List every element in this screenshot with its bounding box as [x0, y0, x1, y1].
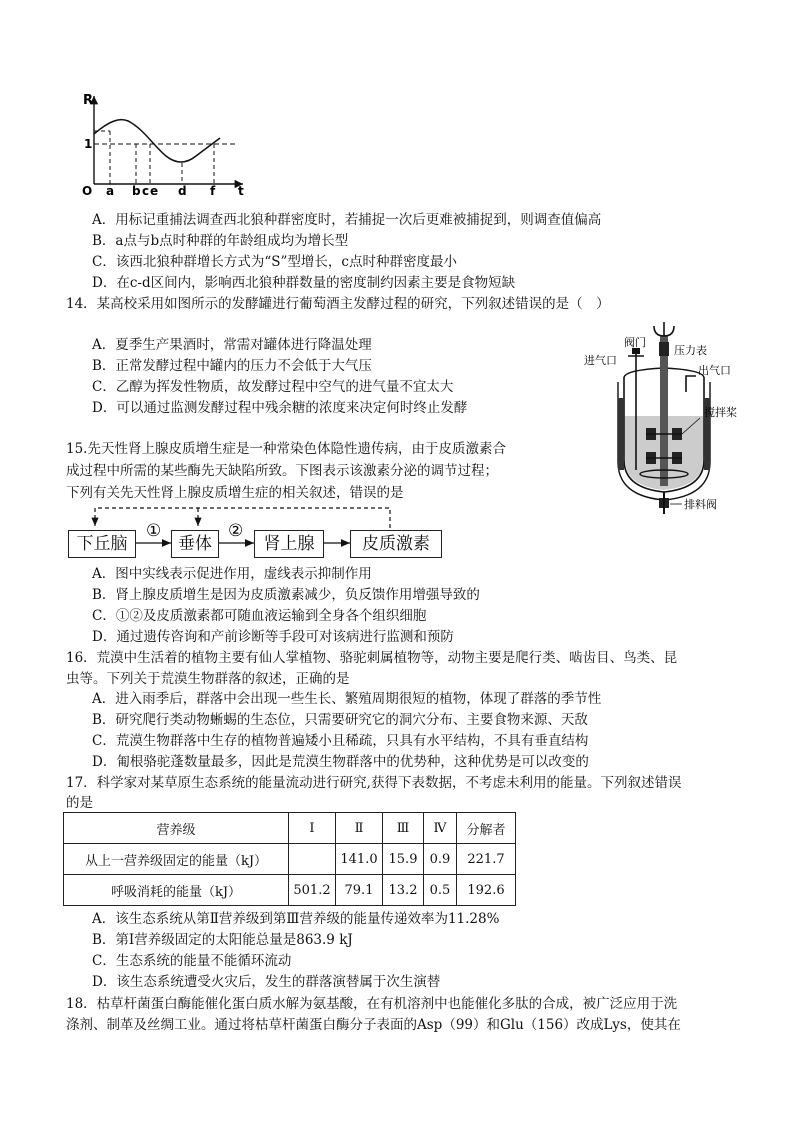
flow-corticosteroid: 皮质激素	[350, 530, 442, 558]
table-cell: 141.0	[336, 844, 383, 875]
table-cell: 0.5	[424, 875, 457, 906]
q17-stem-line-2: 的是	[66, 795, 93, 811]
table-cell: 501.2	[289, 875, 336, 906]
x-axis-label: t	[238, 184, 244, 198]
jacket-left	[618, 398, 624, 470]
table-header-cell: Ⅲ	[383, 813, 424, 844]
label-stirrer: 搅拌桨	[704, 406, 737, 419]
q15-option-a: A．图中实线表示促进作用，虚线表示抑制作用	[92, 566, 372, 582]
x-tick-f: f	[210, 184, 216, 198]
q15-stem-line-2: 成过程中所需的某些酶先天缺陷所致。下图表示该激素分泌的调节过程；	[66, 463, 498, 479]
q17-option-c: C．生态系统的能量不能循环流动	[92, 953, 292, 969]
table-header-cell: 营养级	[64, 813, 289, 844]
q16-option-c: C．荒漠生物群落中生存的植物普遍矮小且稀疏，只具有水平结构，不具有垂直结构	[92, 733, 589, 749]
q16-option-b: B．研究爬行类动物蜥蜴的生态位，只需要研究它的洞穴分布、主要食物来源、天敌	[92, 712, 588, 728]
q16-option-d: D．匍根骆驼蓬数量最多，因此是荒漠生物群落中的优势种，这种优势是可以改变的	[92, 754, 589, 770]
motor-fork	[654, 322, 674, 336]
q17-option-a: A．该生态系统从第Ⅱ营养级到第Ⅲ营养级的能量传递效率为11.28%	[92, 911, 500, 927]
label-valve: 阀门	[624, 336, 646, 349]
q16-option-a: A．进入雨季后，群落中会出现一些生长、繁殖周期很短的植物，体现了群落的季节性	[92, 691, 602, 707]
energy-table	[63, 812, 516, 906]
x-tick-c: c	[142, 184, 150, 198]
table-cell: 0.9	[424, 844, 457, 875]
flow-pituitary: 垂体	[171, 530, 219, 558]
q17-stem-line-1: 17．科学家对某草原生态系统的能量流动进行研究,获得下表数据，不考虑未利用的能量。下列叙述错误	[66, 775, 682, 791]
q18-stem-line-1: 18．枯草杆菌蛋白酶能催化蛋白质水解为氨基酸，在有机溶剂中也能催化多肽的合成，被广泛应用于洗	[66, 996, 678, 1012]
q13-option-d: D．在c-d区间内，影响西北狼种群数量的密度制约因素主要是食物短缺	[92, 275, 516, 291]
q14-option-a: A．夏季生产果酒时，常需对罐体进行降温处理	[92, 337, 372, 353]
table-header-cell: Ⅱ	[336, 813, 383, 844]
pressure-gauge	[659, 342, 669, 356]
table-cell: 221.7	[457, 844, 516, 875]
label-drain: 排料阀	[684, 498, 717, 511]
table-cell: 从上一营养级固定的能量（kJ）	[64, 844, 289, 875]
x-tick-a: a	[106, 184, 115, 198]
y-tick-1: 1	[84, 137, 93, 151]
q15-option-c: C．①②及皮质激素都可随血液运输到全身各个组织细胞	[92, 608, 427, 624]
q16-stem-line-1: 16．荒漠中生活着的植物主要有仙人掌植物、骆驼刺属植物等，动物主要是爬行类、啮齿目、鸟类、昆	[66, 650, 678, 666]
x-tick-e: e	[150, 184, 159, 198]
stirrer-shaft	[660, 336, 668, 486]
flow-adrenal: 肾上腺	[254, 530, 324, 558]
q15-stem-line-3: 下列有关先天性肾上腺皮质增生症的相关叙述，错误的是	[66, 485, 404, 501]
q17-option-d: D．该生态系统遭受火灾后，发生的群落演替属于次生演替	[92, 974, 441, 990]
q13-option-b: B．a点与b点时种群的年龄组成均为增长型	[92, 233, 349, 249]
table-header-cell: 分解者	[457, 813, 516, 844]
q13-option-a: A．用标记重捕法调查西北狼种群密度时，若捕捉一次后更难被捕捉到，则调查值偏高	[92, 212, 602, 228]
label-outlet: 出气口	[698, 364, 731, 377]
table-cell: 192.6	[457, 875, 516, 906]
table-row	[64, 875, 516, 906]
table-cell: 15.9	[383, 844, 424, 875]
label-inlet: 进气口	[584, 354, 617, 367]
q14-option-b: B．正常发酵过程中罐内的压力不会低于大气压	[92, 358, 372, 374]
table-cell: 79.1	[336, 875, 383, 906]
table-row	[64, 844, 516, 875]
q14-option-d: D．可以通过监测发酵过程中残余糖的浓度来决定何时终止发酵	[92, 400, 468, 416]
q16-stem-line-2: 虫等。下列关于荒漠生物群落的叙述，正确的是	[66, 671, 350, 687]
population-ratio-graph	[78, 88, 258, 198]
q15-option-d: D．通过遗传咨询和产前诊断等手段可对该病进行监测和预防	[92, 629, 454, 645]
q14-stem: 14．某高校采用如图所示的发酵罐进行葡萄酒主发酵过程的研究，下列叙述错误的是（ ）	[66, 296, 610, 312]
ratio-curve	[94, 120, 220, 162]
table-header-cell: Ⅰ	[289, 813, 336, 844]
y-axis-label: R	[83, 93, 94, 108]
x-tick-d: d	[178, 184, 187, 198]
q13-option-c: C．该西北狼种群增长方式为“S”型增长，c点时种群密度最小	[92, 254, 457, 270]
flow-hypothalamus: 下丘脑	[68, 530, 136, 558]
table-cell	[289, 844, 336, 875]
x-tick-b: b	[132, 184, 141, 198]
label-gauge: 压力表	[674, 344, 707, 357]
marker-2: ②	[228, 521, 244, 541]
origin-label: O	[82, 184, 93, 198]
table-cell: 呼吸消耗的能量（kJ）	[64, 875, 289, 906]
table-header-cell: Ⅳ	[424, 813, 457, 844]
fermenter-diagram	[582, 320, 762, 515]
marker-1: ①	[146, 521, 162, 541]
q14-option-c: C．乙醇为挥发性物质，故发酵过程中空气的进气量不宜太大	[92, 379, 454, 395]
q15-stem-line-1: 15.先天性肾上腺皮质增生症是一种常染色体隐性遗传病，由于皮质激素合	[66, 441, 506, 457]
table-header-row	[64, 813, 516, 844]
q15-option-b: B．肾上腺皮质增生是因为皮质激素减少，负反馈作用增强导致的	[92, 587, 480, 603]
q17-option-b: B．第Ⅰ营养级固定的太阳能总量是863.9 kJ	[92, 932, 353, 948]
q18-stem-line-2: 涤剂、制革及丝绸工业。通过将枯草杆菌蛋白酶分子表面的Asp（99）和Glu（156）改成Lys，使其在	[66, 1017, 681, 1033]
table-cell: 13.2	[383, 875, 424, 906]
